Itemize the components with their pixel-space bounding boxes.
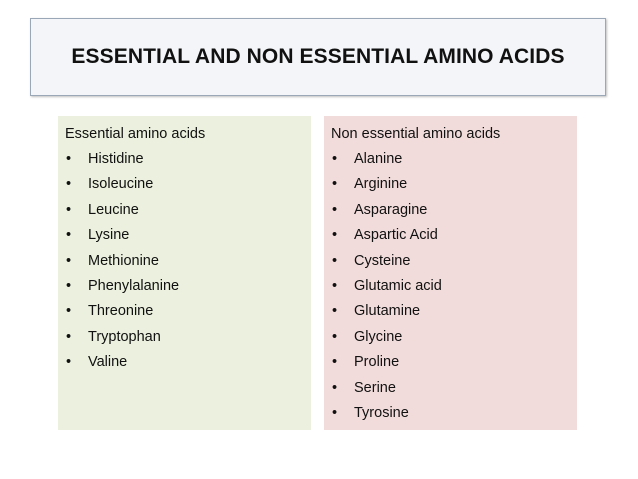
bullet-icon: • [66, 277, 72, 294]
list-item-label: Tyrosine [354, 404, 409, 421]
non-essential-panel [324, 116, 577, 430]
list-item-label: Aspartic Acid [354, 227, 438, 244]
list-item [65, 299, 311, 324]
list-item-label: Histidine [88, 151, 144, 167]
bullet-icon: • [332, 277, 338, 294]
bullet-icon: • [332, 176, 338, 193]
list-item [331, 350, 577, 375]
non-essential-list [331, 147, 577, 426]
list-item-label: Methionine [88, 252, 159, 269]
bullet-icon: • [332, 227, 338, 244]
list-item [331, 401, 577, 426]
list-item-label: Proline [354, 354, 400, 371]
bullet-icon: • [66, 303, 72, 320]
list-item-label: Tryptophan [88, 328, 161, 345]
list-item [331, 147, 577, 172]
non-essential-heading: Non essential amino acids [331, 126, 501, 142]
list-item-label: Alanine [354, 151, 403, 167]
list-item-label: Asparagine [354, 201, 428, 218]
bullet-icon: • [332, 151, 338, 167]
bullet-icon: • [332, 404, 338, 421]
bullet-icon: • [332, 252, 338, 269]
bullet-icon: • [332, 201, 338, 218]
list-item [65, 350, 311, 375]
list-item-label: Isoleucine [88, 176, 154, 193]
bullet-icon: • [66, 176, 72, 193]
list-item-label: Arginine [354, 176, 408, 193]
list-item [331, 376, 577, 401]
list-item [65, 223, 311, 248]
bullet-icon: • [332, 354, 338, 371]
list-item [65, 147, 311, 172]
list-item-label: Glutamine [354, 303, 421, 320]
list-item-label: Threonine [88, 303, 154, 320]
list-item [65, 172, 311, 197]
list-item [331, 274, 577, 299]
list-item-label: Cysteine [354, 252, 411, 269]
list-item [65, 274, 311, 299]
bullet-icon: • [332, 328, 338, 345]
list-item-label: Lysine [88, 227, 130, 244]
bullet-icon: • [332, 303, 338, 320]
list-item-label: Valine [88, 354, 128, 371]
list-item [331, 249, 577, 274]
list-item-label: Serine [354, 379, 396, 396]
list-item [65, 325, 311, 350]
list-item [331, 172, 577, 197]
list-item-label: Glycine [354, 328, 403, 345]
essential-heading: Essential amino acids [65, 126, 206, 142]
bullet-icon: • [66, 252, 72, 269]
list-item [331, 299, 577, 324]
list-item [65, 249, 311, 274]
bullet-icon: • [66, 354, 72, 371]
list-item-label: Glutamic acid [354, 277, 442, 294]
bullet-icon: • [332, 379, 338, 396]
essential-list [65, 147, 311, 376]
list-item [331, 325, 577, 350]
list-item-label: Leucine [88, 201, 139, 218]
slide-title: ESSENTIAL AND NON ESSENTIAL AMINO ACIDS [71, 45, 565, 68]
bullet-icon: • [66, 201, 72, 218]
bullet-icon: • [66, 227, 72, 244]
bullet-icon: • [66, 328, 72, 345]
title-box [30, 18, 606, 96]
bullet-icon: • [66, 151, 72, 167]
list-item [331, 198, 577, 223]
list-item [331, 223, 577, 248]
list-item [65, 198, 311, 223]
list-item-label: Phenylalanine [88, 277, 180, 294]
essential-panel [58, 116, 311, 430]
